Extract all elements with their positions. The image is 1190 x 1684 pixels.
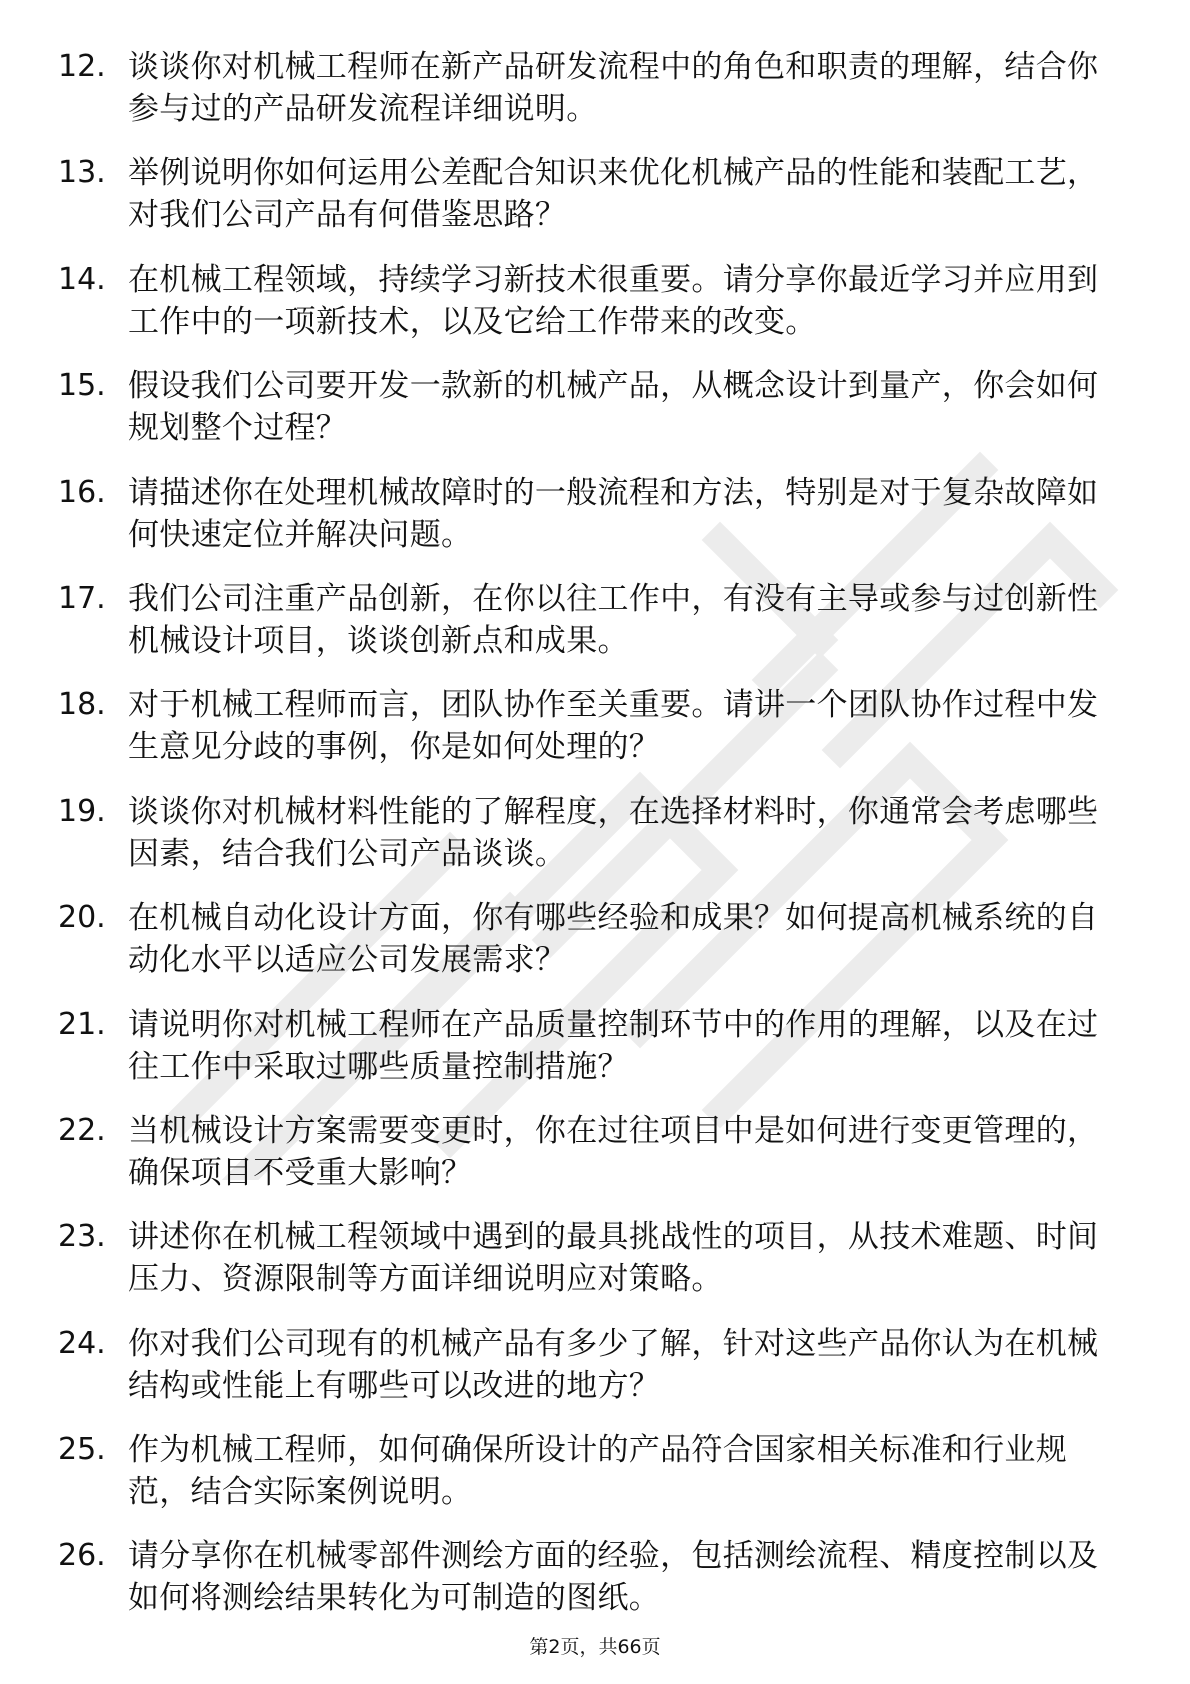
question-item [0,897,1190,981]
question-number: 26. [58,1538,106,1574]
question-number: 18. [58,687,106,723]
question-item [0,684,1190,768]
question-item [0,1110,1190,1194]
page-footer: 第2页，共66页 [529,1636,661,1658]
question-item [0,578,1190,662]
question-item [0,472,1190,556]
question-text: 对于机械工程师而言，团队协作至关重要。请讲一个团队协作过程中发生意见分歧的事例，你是如何处理的？ [128,687,1099,766]
question-item [0,1323,1190,1407]
question-text: 请说明你对机械工程师在产品质量控制环节中的作用的理解，以及在过往工作中采取过哪些质量控制措施？ [128,1006,1099,1085]
question-text: 请分享你在机械零部件测绘方面的经验，包括测绘流程、精度控制以及如何将测绘结果转化为可制造的图纸。 [128,1538,1099,1617]
question-text: 假设我们公司要开发一款新的机械产品，从概念设计到量产，你会如何规划整个过程？ [128,368,1099,447]
question-number: 24. [58,1325,106,1361]
question-item [0,1216,1190,1300]
question-text: 在机械自动化设计方面，你有哪些经验和成果？如何提高机械系统的自动化水平以适应公司发展需求？ [128,900,1099,979]
question-number: 13. [58,155,106,191]
question-list [0,46,1190,1642]
question-item [0,791,1190,875]
question-number: 17. [58,580,106,616]
question-number: 21. [58,1006,106,1042]
question-number: 23. [58,1219,106,1255]
question-number: 12. [58,49,106,84]
question-text: 你对我们公司现有的机械产品有多少了解，针对这些产品你认为在机械结构或性能上有哪些可以改进的地方？ [128,1325,1099,1404]
question-number: 20. [58,900,106,936]
question-text: 讲述你在机械工程领域中遇到的最具挑战性的项目，从技术难题、时间压力、资源限制等方面详细说明应对策略。 [128,1219,1099,1298]
question-number: 14. [58,261,106,297]
question-item [0,259,1190,343]
question-item [0,1429,1190,1513]
question-text: 在机械工程领域，持续学习新技术很重要。请分享你最近学习并应用到工作中的一项新技术，以及它给工作带来的改变。 [128,261,1099,340]
question-text: 谈谈你对机械工程师在新产品研发流程中的角色和职责的理解，结合你参与过的产品研发流程详细说明。 [128,49,1099,127]
question-item [0,1535,1190,1619]
question-item [0,1004,1190,1088]
question-text: 谈谈你对机械材料性能的了解程度，在选择材料时，你通常会考虑哪些因素，结合我们公司产品谈谈。 [128,793,1099,872]
question-item [0,46,1190,130]
question-text: 举例说明你如何运用公差配合知识来优化机械产品的性能和装配工艺，对我们公司产品有何借鉴思路？ [128,155,1099,234]
question-text: 请描述你在处理机械故障时的一般流程和方法，特别是对于复杂故障如何快速定位并解决问题。 [128,474,1099,553]
question-number: 15. [58,368,106,404]
question-item [0,365,1190,449]
question-item [0,152,1190,236]
question-number: 16. [58,474,106,510]
question-number: 19. [58,793,106,829]
question-text: 作为机械工程师，如何确保所设计的产品符合国家相关标准和行业规范，结合实际案例说明。 [128,1432,1067,1511]
question-text: 我们公司注重产品创新，在你以往工作中，有没有主导或参与过创新性机械设计项目，谈谈创新点和成果。 [128,580,1099,659]
question-text: 当机械设计方案需要变更时，你在过往项目中是如何进行变更管理的，确保项目不受重大影响？ [128,1112,1099,1191]
question-number: 25. [58,1432,106,1468]
question-number: 22. [58,1112,106,1148]
